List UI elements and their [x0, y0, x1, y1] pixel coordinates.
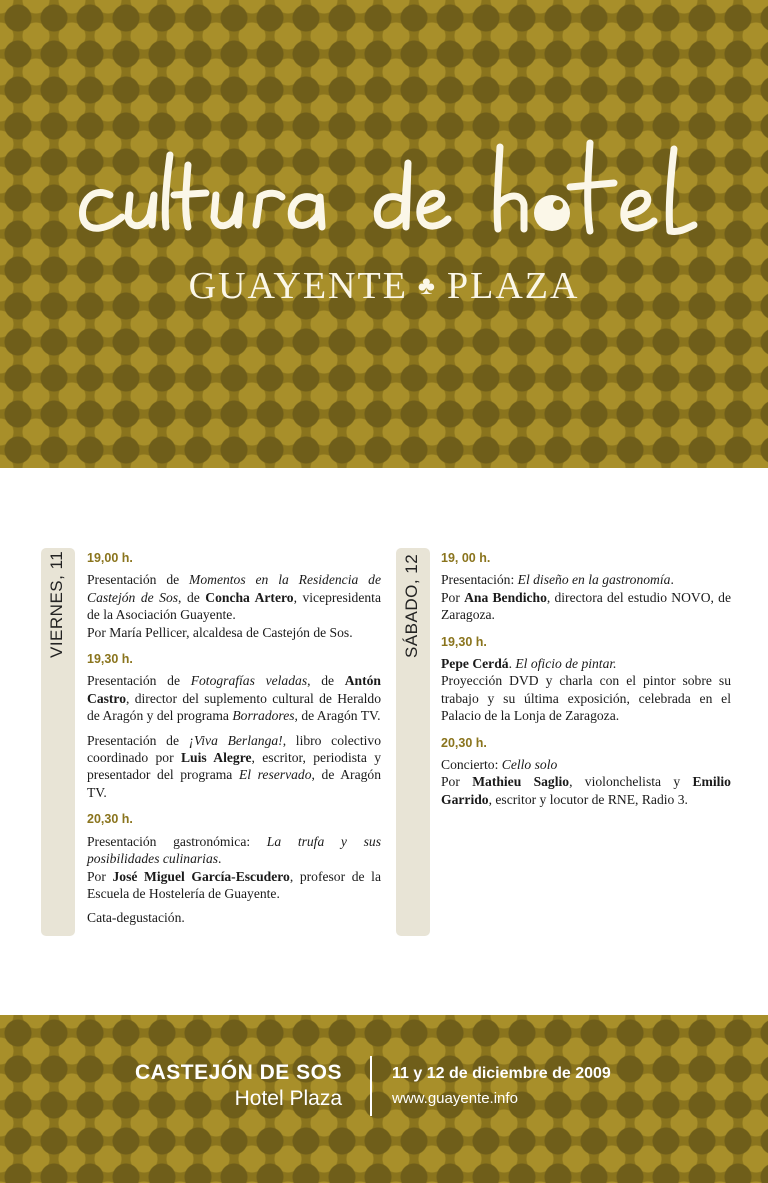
header-subtitle: [0, 264, 768, 308]
day-column-friday: [41, 548, 75, 936]
event-description: Presentación gastronómica: La trufa y sus posibilidades culinarias.: [87, 833, 381, 867]
footer-hotel: Hotel Plaza: [234, 1087, 342, 1110]
subtitle-guayente: GUAYENTE: [188, 265, 408, 307]
event-description: Proyección DVD y charla con el pintor sobre su trabajo y su última exposición, celebrada en el Palacio de la Lonja de Zaragoza.: [441, 673, 731, 724]
event-description: Pepe Cerdá. El oficio de pintar.: [441, 656, 617, 672]
top-pattern-banner: [0, 0, 768, 468]
subtitle-plaza: PLAZA: [446, 265, 580, 307]
event-host: Por Ana Bendicho, directora del estudio NOVO, de Zaragoza.: [441, 589, 731, 623]
footer-location: [130, 1060, 342, 1112]
day-label-friday: VIERNES, 11: [47, 550, 66, 658]
event-note: Cata-degustación.: [87, 910, 185, 926]
event-time: 19, 00 h.: [441, 551, 491, 565]
event-time: 20,30 h.: [87, 812, 133, 827]
day-label-saturday: SÁBADO, 12: [402, 553, 421, 658]
event-description: Presentación de ¡Viva Berlanga!, libro colectivo coordinado por Luis Alegre, escritor, periodista y presentador del programa El reservado, de Aragón TV.: [87, 732, 381, 800]
cultura-de-hotel-logo: [70, 135, 700, 265]
footer-dates: 11 y 12 de diciembre de 2009: [392, 1065, 611, 1082]
event-description: Presentación de Fotografías veladas, de Antón Castro, director del suplemento cultural de Heraldo de Aragón y del programa Borradores, de Aragón TV.: [87, 673, 381, 724]
event-description: Presentación: El diseño en la gastronomía.: [441, 572, 674, 588]
event-host: Por María Pellicer, alcaldesa de Castejón de Sos.: [87, 624, 353, 640]
event-time: 20,30 h.: [441, 735, 487, 750]
event-time: 19,30 h.: [441, 634, 487, 649]
footer-divider: [370, 1056, 372, 1116]
event-description: Concierto: Cello solo: [441, 757, 558, 773]
event-time: 19,30 h.: [87, 652, 133, 667]
day-column-saturday: [396, 548, 430, 936]
bottom-pattern-banner: [0, 1015, 768, 1183]
footer-town: CASTEJÓN DE SOS: [134, 1061, 342, 1084]
footer-website-link[interactable]: www.guayente.info: [392, 1090, 518, 1107]
clover-icon: ♣: [417, 271, 437, 301]
event-time: 19,00 h.: [87, 551, 133, 565]
footer-info: [392, 1062, 611, 1112]
event-description: Presentación de Momentos en la Residencia de Castejón de Sos, de Concha Artero, vicepresidenta de la Asociación Guayente.: [87, 572, 381, 623]
event-host: Por José Miguel García-Escudero, profesor de la Escuela de Hostelería de Guayente.: [87, 868, 381, 901]
friday-program: [87, 550, 381, 934]
event-host: Por Mathieu Saglio, violonchelista y Emilio Garrido, escritor y locutor de RNE, Radio 3.: [441, 774, 731, 807]
saturday-program: [441, 550, 731, 815]
